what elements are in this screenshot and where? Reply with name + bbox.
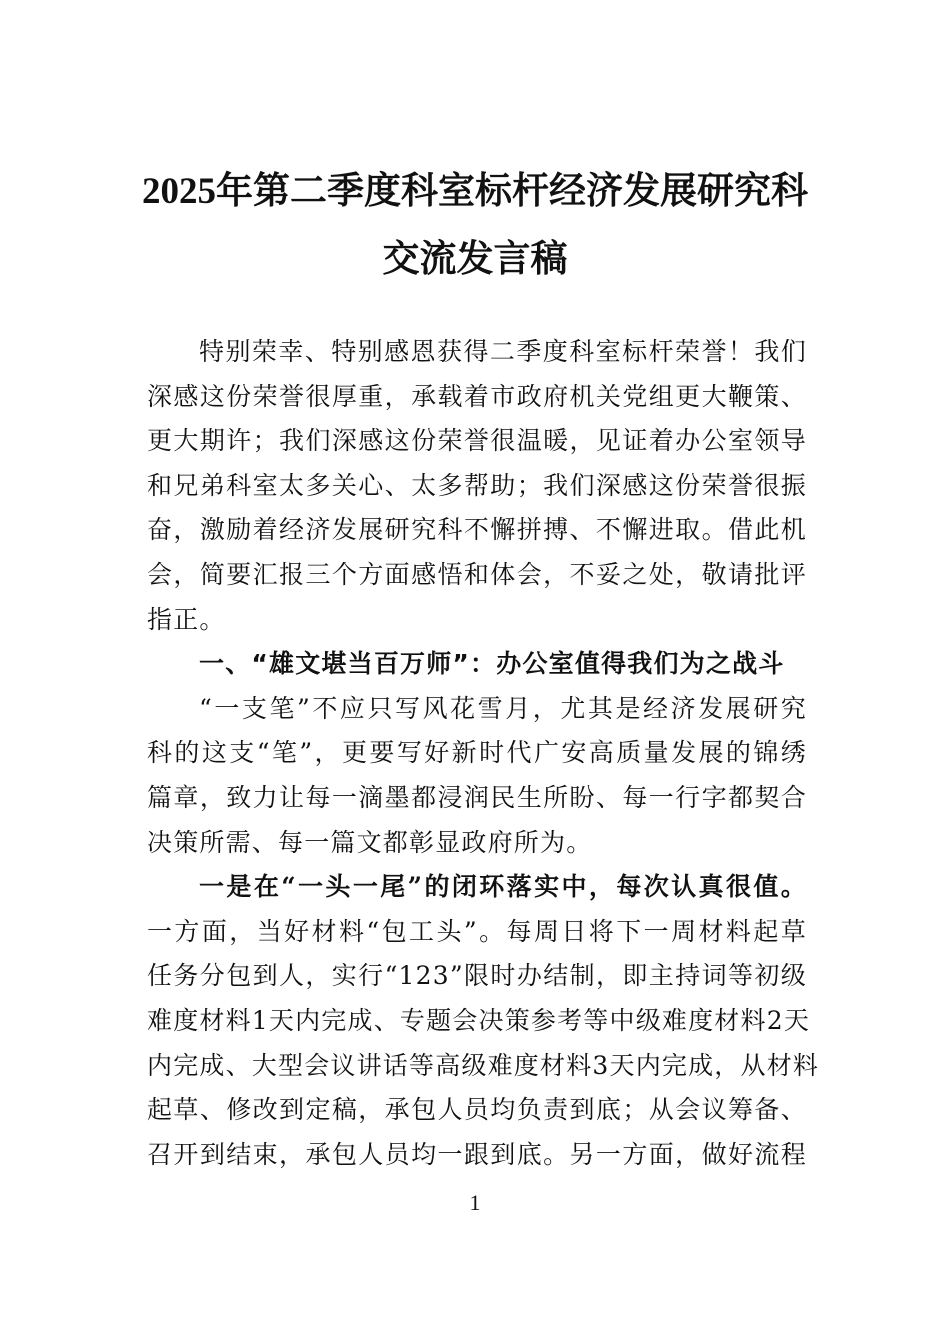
section-heading: 一、“雄文堪当百万师”：办公室值得我们为之战斗 <box>199 649 785 679</box>
text-line: 奋，激励着经济发展研究科不懈拼搏、不懈进取。借此机 <box>147 515 807 545</box>
text-line: 内完成、大型会议讲话等高级难度材料3天内完成，从材料 <box>147 1050 820 1080</box>
paragraph-pen <box>147 687 807 865</box>
text-line: 会，简要汇报三个方面感悟和体会，不妥之处，敬请批评 <box>147 559 807 589</box>
text-line: 篇章，致力让每一滴墨都浸润民生所盼、每一行字都契合 <box>147 782 807 812</box>
text-line: 任务分包到人，实行“123”限时办结制，即主持词等初级 <box>147 961 807 991</box>
text-line: 科的这支“笔”，更要写好新时代广安高质量发展的锦绣 <box>147 738 807 768</box>
text-line: “一支笔”不应只写风花雪月，尤其是经济发展研究 <box>199 693 807 723</box>
text-line: 和兄弟科室太多关心、太多帮助；我们深感这份荣誉很振 <box>147 470 807 500</box>
text-line: 特别荣幸、特别感恩获得二季度科室标杆荣誉！我们 <box>199 337 807 366</box>
text-line: 指正。 <box>147 604 226 634</box>
text-line: 深感这份荣誉很厚重，承载着市政府机关党组更大鞭策、 <box>147 381 807 411</box>
text-line: 召开到结束，承包人员均一跟到底。另一方面，做好流程 <box>147 1139 807 1169</box>
text-line: 起草、修改到定稿，承包人员均负责到底；从会议筹备、 <box>147 1095 807 1125</box>
text-line: 难度材料1天内完成、专题会决策参考等中级难度材料2天 <box>147 1005 811 1035</box>
text-line: 更大期许；我们深感这份荣誉很温暖，见证着办公室领导 <box>147 426 807 456</box>
paragraph-intro <box>147 330 807 642</box>
text-line: 一方面，当好材料“包工头”。每周日将下一周材料起草 <box>147 916 807 946</box>
document-title-line-1: 2025年第二季度科室标杆经济发展研究科 <box>142 171 808 212</box>
text-line: 决策所需、每一篇文都彰显政府所为。 <box>147 827 593 857</box>
document-body <box>147 330 820 1177</box>
paragraph-first-point <box>147 865 820 1177</box>
page-number: 1 <box>469 1190 481 1215</box>
document-title-line-2: 交流发言稿 <box>382 239 568 280</box>
text-line: 一是在“一头一尾”的闭环落实中，每次认真很值。 <box>199 872 807 902</box>
